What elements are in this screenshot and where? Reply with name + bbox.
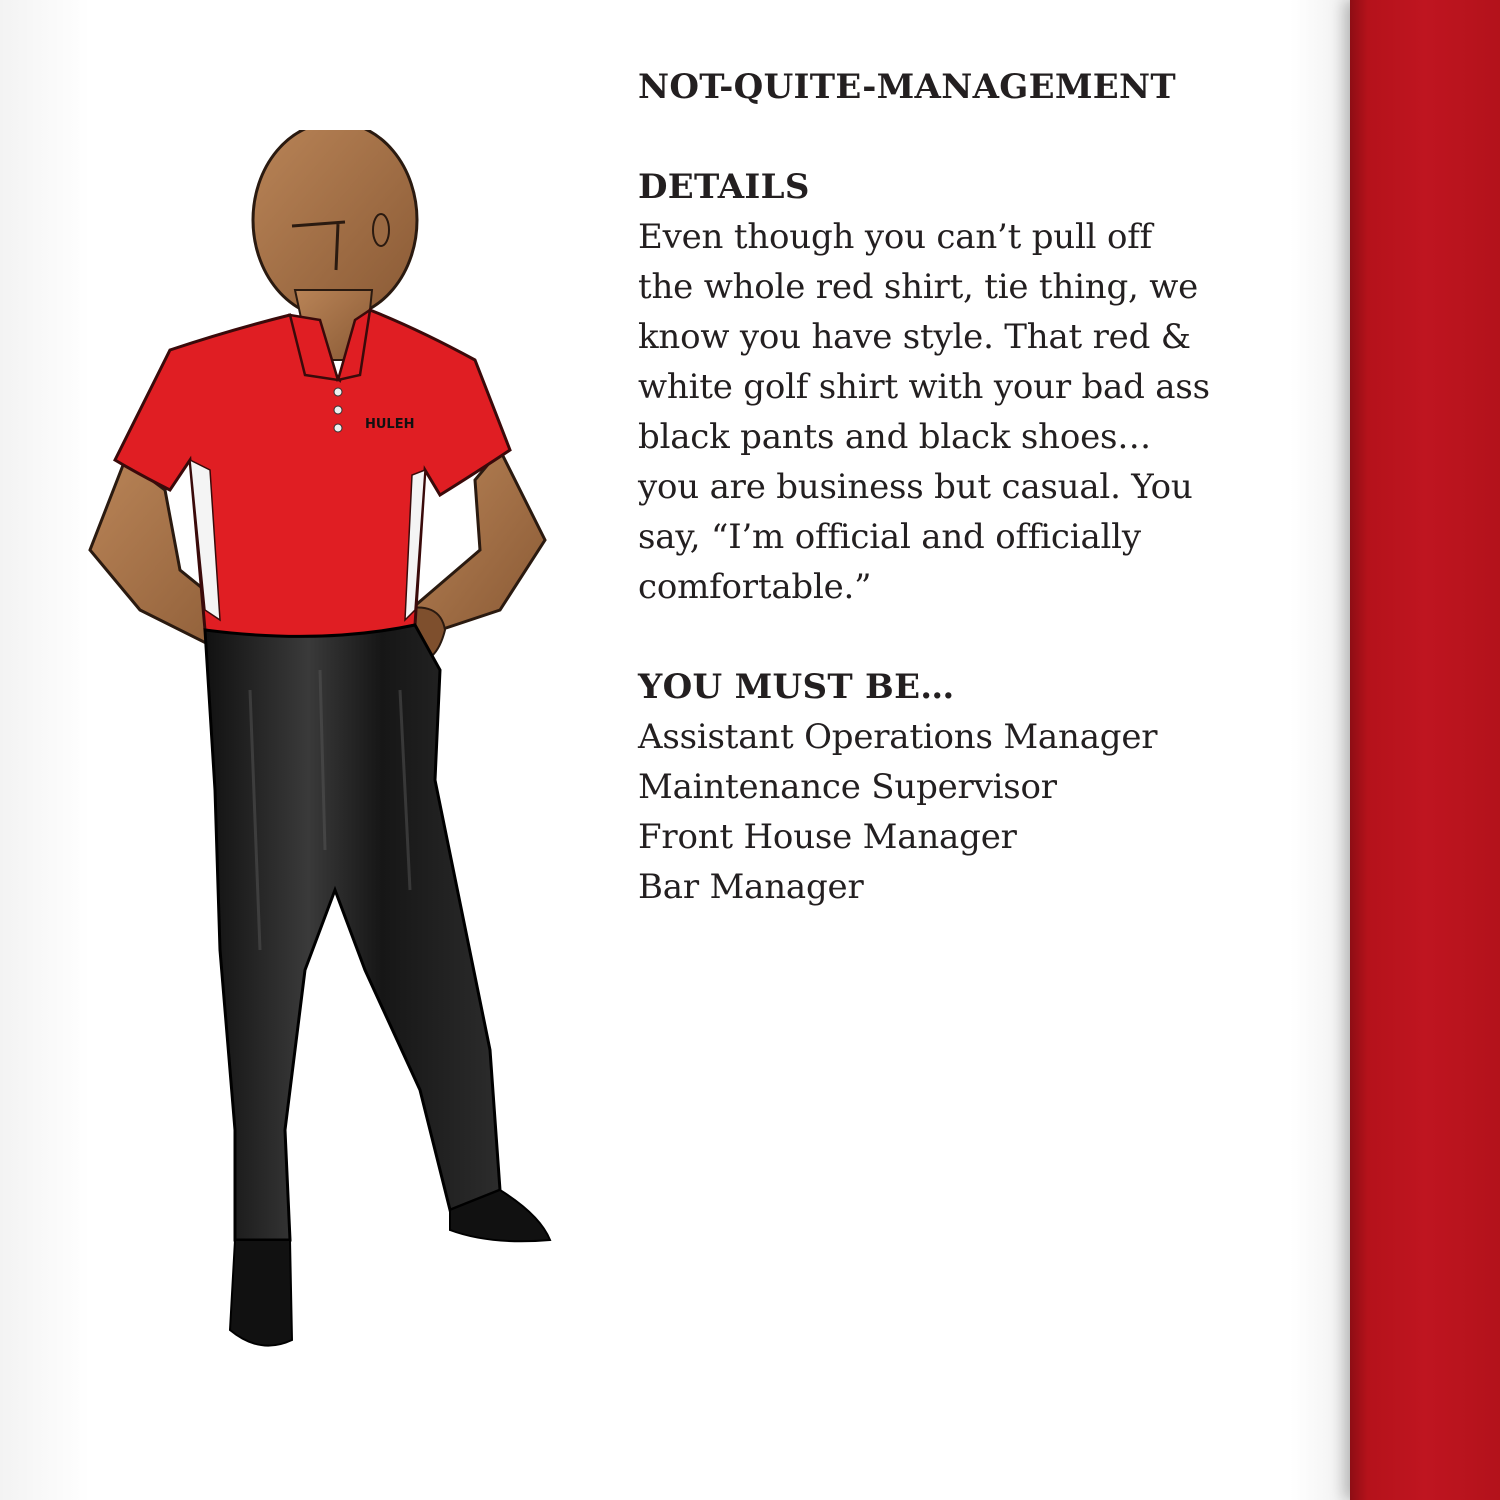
- details-line: you are business but casual. You: [638, 467, 1193, 507]
- details-line: comfortable.”: [638, 567, 872, 607]
- role-item: Front House Manager: [638, 817, 1017, 857]
- uniform-illustration: [20, 130, 620, 1370]
- details-line: the whole red shirt, tie thing, we: [638, 267, 1199, 307]
- role-item: Assistant Operations Manager: [638, 717, 1158, 757]
- role-item: Bar Manager: [638, 867, 864, 907]
- role-item: Maintenance Supervisor: [638, 767, 1057, 807]
- red-side-band: [1350, 0, 1500, 1500]
- text-column: [638, 62, 1328, 912]
- details-line: white golf shirt with your bad ass: [638, 367, 1210, 407]
- roles-list: [638, 712, 1328, 912]
- spacer: [638, 612, 1328, 662]
- page-title: NOT-QUITE-MANAGEMENT: [638, 67, 1176, 107]
- details-line: Even though you can’t pull off: [638, 217, 1152, 257]
- details-heading: DETAILS: [638, 167, 810, 207]
- details-text: [638, 212, 1328, 612]
- details-line: say, “I’m official and officially: [638, 517, 1141, 557]
- black-pants: [205, 625, 500, 1240]
- you-must-be-heading: YOU MUST BE…: [638, 667, 955, 707]
- shirt-logo: HULEH: [365, 417, 415, 432]
- spacer: [638, 112, 1328, 162]
- details-line: know you have style. That red &: [638, 317, 1191, 357]
- details-line: black pants and black shoes…: [638, 417, 1152, 457]
